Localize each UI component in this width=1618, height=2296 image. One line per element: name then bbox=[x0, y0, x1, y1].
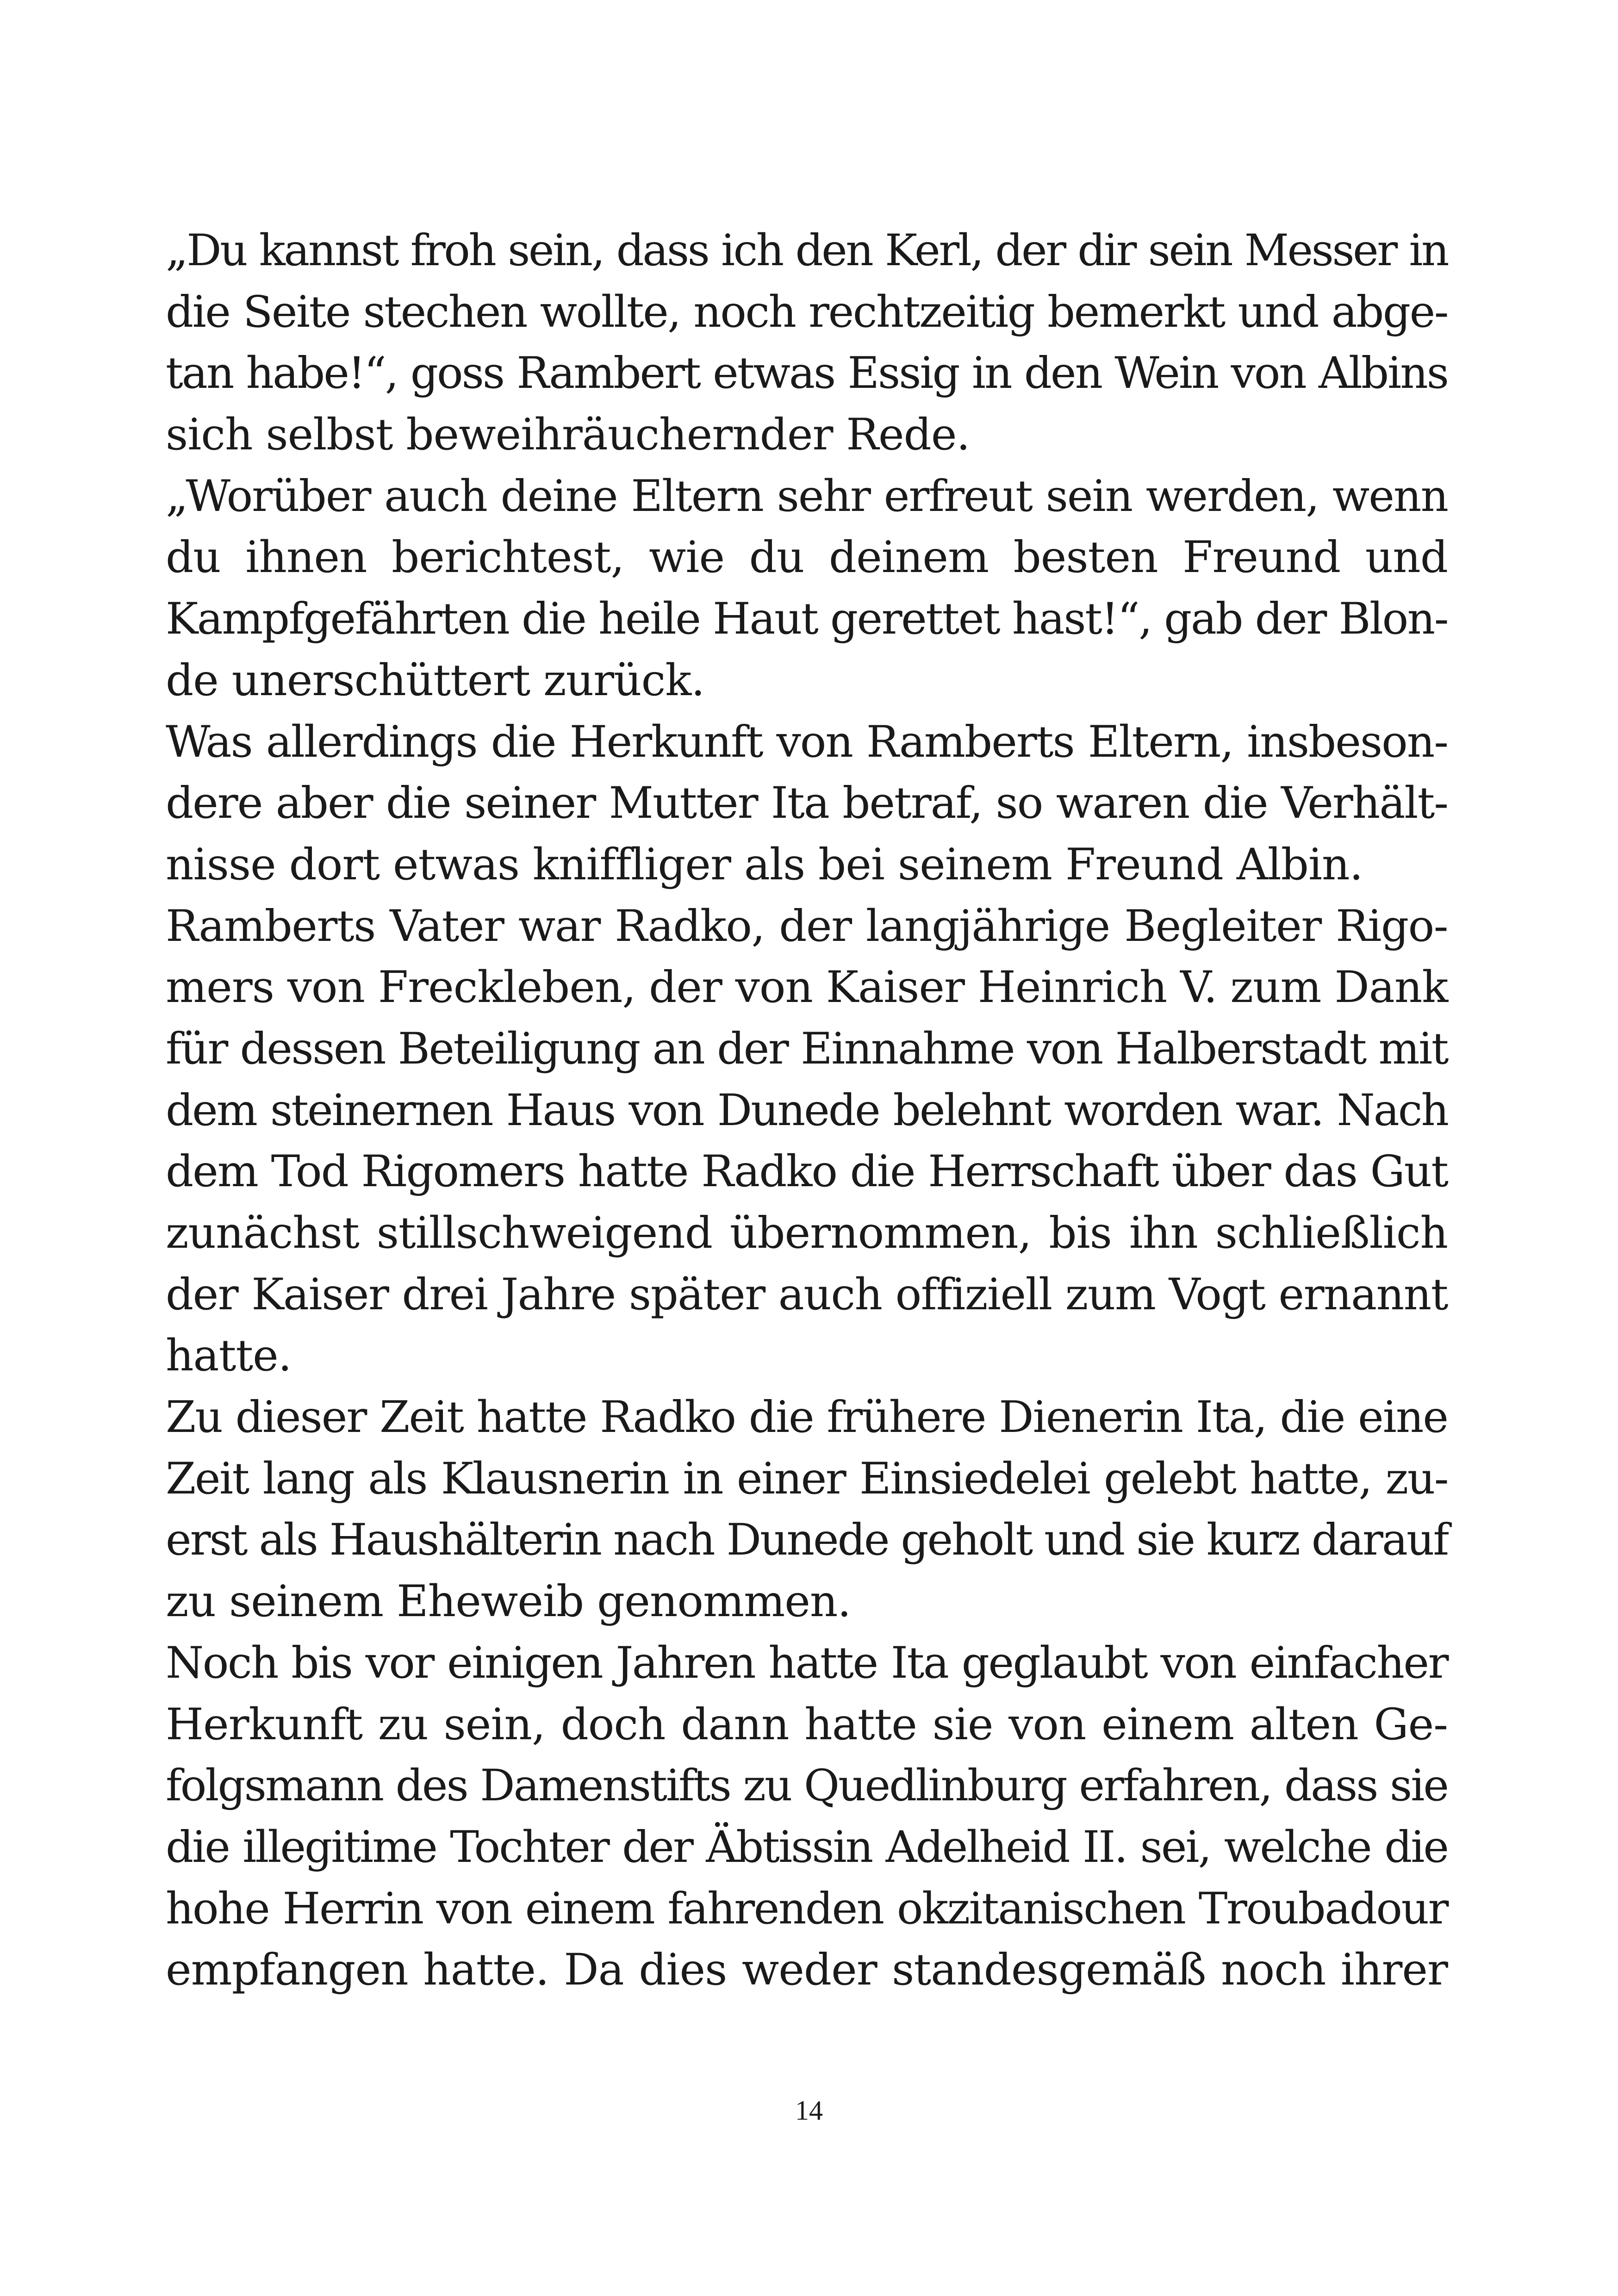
paragraph bbox=[166, 466, 1448, 712]
paragraph bbox=[166, 712, 1448, 896]
paragraph bbox=[166, 896, 1448, 1388]
text-line: zu seinem Eheweib genommen. bbox=[166, 1576, 851, 1627]
text-line: dere aber die seiner Mutter Ita betraf, so waren die Verhält- bbox=[166, 778, 1448, 829]
text-line: sich selbst beweihräuchernder Rede. bbox=[166, 410, 970, 460]
text-line: die Seite stechen wollte, noch rechtzeitig bemerkt und abge- bbox=[166, 286, 1448, 337]
text-line: hohe Herrin von einem fahrenden okzitanischen Troubadour bbox=[166, 1883, 1448, 1934]
text-line: „Du kannst froh sein, dass ich den Kerl, der dir sein Messer in bbox=[166, 225, 1448, 276]
text-line: mers von Freckleben, der von Kaiser Heinrich V. zum Dank bbox=[166, 962, 1448, 1013]
text-line: Zeit lang als Klausnerin in einer Einsiedelei gelebt hatte, zu- bbox=[166, 1453, 1448, 1504]
text-line: für dessen Beteiligung an der Einnahme von Halberstadt mit bbox=[166, 1023, 1448, 1074]
text-line: der Kaiser drei Jahre später auch offiziell zum Vogt ernannt bbox=[166, 1269, 1448, 1320]
text-line: nisse dort etwas kniffliger als bei seinem Freund Albin. bbox=[166, 839, 1363, 890]
text-line: dem Tod Rigomers hatte Radko die Herrschaft über das Gut bbox=[166, 1146, 1448, 1197]
text-line: tan habe!“, goss Rambert etwas Essig in den Wein von Albins bbox=[166, 348, 1448, 399]
text-line: Kampfgefährten die heile Haut gerettet hast!“, gab der Blon- bbox=[166, 594, 1448, 645]
text-line: hatte. bbox=[166, 1331, 292, 1381]
text-line: erst als Haushälterin nach Dunede geholt und sie kurz darauf bbox=[166, 1515, 1448, 1566]
body-text bbox=[166, 220, 1448, 2001]
text-line: folgsmann des Damenstifts zu Quedlinburg erfahren, dass sie bbox=[166, 1761, 1448, 1811]
text-line: de unerschüttert zurück. bbox=[166, 655, 705, 706]
text-line: Ramberts Vater war Radko, der langjährige Begleiter Rigo- bbox=[166, 901, 1448, 952]
paragraph bbox=[166, 220, 1448, 466]
text-line: die illegitime Tochter der Äbtissin Adelheid II. sei, welche die bbox=[166, 1822, 1448, 1873]
text-line: Noch bis vor einigen Jahren hatte Ita geglaubt von einfacher bbox=[166, 1637, 1448, 1688]
text-line: zunächst stillschweigend übernommen, bis ihn schließlich bbox=[166, 1208, 1448, 1258]
paragraph bbox=[166, 1633, 1448, 2001]
text-line: du ihnen berichtest, wie du deinem besten Freund und bbox=[166, 532, 1448, 583]
page-number: 14 bbox=[795, 2095, 823, 2126]
text-line: empfangen hatte. Da dies weder standesgemäß noch ihrer bbox=[166, 1945, 1448, 1996]
text-line: dem steinernen Haus von Dunede belehnt worden war. Nach bbox=[166, 1085, 1448, 1136]
text-line: Was allerdings die Herkunft von Ramberts Eltern, insbeson- bbox=[166, 716, 1448, 767]
paragraph bbox=[166, 1387, 1448, 1633]
text-line: Herkunft zu sein, doch dann hatte sie von einem alten Ge- bbox=[166, 1699, 1448, 1750]
text-line: Zu dieser Zeit hatte Radko die frühere Dienerin Ita, die eine bbox=[166, 1392, 1448, 1443]
text-line: „Worüber auch deine Eltern sehr erfreut sein werden, wenn bbox=[166, 471, 1448, 522]
